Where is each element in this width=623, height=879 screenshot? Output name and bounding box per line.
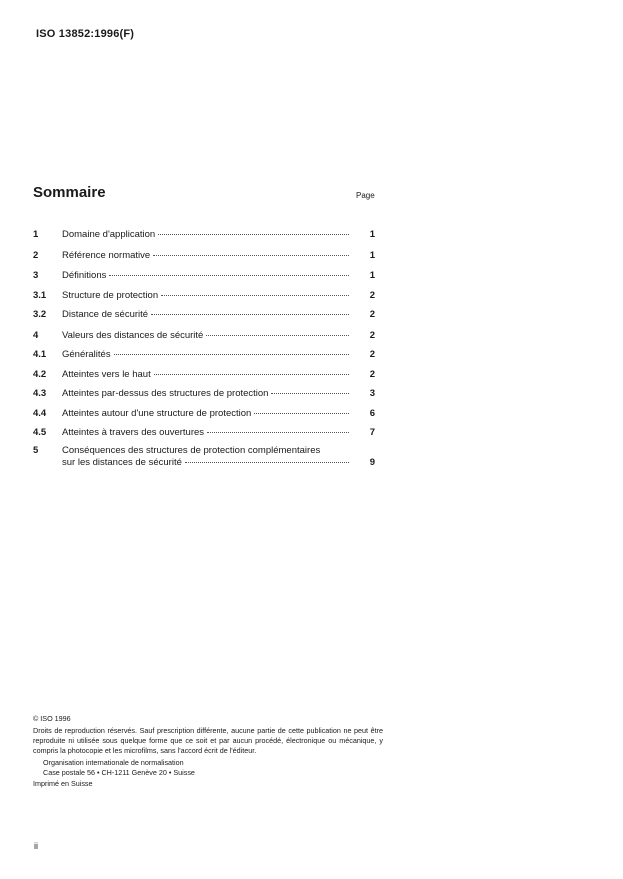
printed-in: Imprimé en Suisse (33, 779, 93, 788)
toc-entry-number: 3.1 (33, 289, 47, 301)
toc-entry-title: Atteintes autour d'une structure de protection (62, 407, 252, 419)
toc-entry-page: 1 (369, 229, 375, 240)
toc-entry-title-line (62, 229, 349, 240)
dot-leader (206, 334, 349, 336)
table-of-contents (33, 225, 383, 475)
organisation-address: Case postale 56 • CH-1211 Genève 20 • Suisse (43, 768, 195, 777)
toc-entry-title: Atteintes vers le haut (62, 368, 151, 380)
toc-entry-title-first-line: Conséquences des structures de protection complémentaires (62, 444, 321, 456)
toc-entry-title: Atteintes à travers des ouvertures (62, 427, 205, 438)
toc-entry-number: 4.2 (33, 368, 47, 380)
toc-entry-title: Généralités (62, 349, 111, 360)
toc-entry-title: Structure de protection (62, 289, 159, 301)
page-number: ii (34, 841, 38, 851)
toc-entry[interactable] (33, 404, 383, 424)
toc-entry-title: Référence normative (62, 249, 151, 261)
dot-leader (185, 461, 349, 463)
toc-entry[interactable] (33, 445, 383, 475)
dot-leader (161, 294, 349, 296)
toc-entry[interactable] (33, 423, 383, 443)
publisher-address (43, 758, 383, 778)
toc-entry-page: 2 (369, 289, 375, 301)
toc-page-column-label: Page (356, 191, 375, 200)
toc-entry-number: 4.3 (33, 388, 47, 399)
toc-entry[interactable] (33, 345, 383, 365)
toc-entry-number: 2 (33, 249, 39, 261)
dot-leader (207, 431, 349, 433)
toc-entry[interactable] (33, 286, 383, 306)
toc-entry-title: Domaine d'application (62, 229, 156, 240)
toc-entry-number: 4.1 (33, 349, 47, 360)
toc-entry-number: 4 (33, 329, 39, 341)
toc-entry-number: 1 (33, 229, 39, 240)
toc-entry-page: 1 (369, 249, 375, 261)
toc-entry-title: Valeurs des distances de sécurité (62, 329, 204, 341)
toc-entry-title-line (62, 369, 349, 380)
toc-entry-number: 3 (33, 270, 39, 281)
toc-entry-title: Atteintes par-dessus des structures de protection (62, 388, 269, 399)
toc-entry-page: 2 (369, 349, 375, 360)
copyright-line: © ISO 1996 (33, 714, 71, 723)
rights-statement: Droits de reproduction réservés. Sauf prescription différente, aucune partie de cette publication ne peut être reproduite ni utilisée sous quelque forme que ce soit et par aucun procédé, électronique ou mécanique, y compris la photocopie et les microfilms, sans l'accord écrit de l'éditeur. (33, 726, 383, 755)
dot-leader (254, 412, 349, 414)
toc-entry-title: Définitions (62, 270, 107, 281)
toc-entry-title-line (62, 349, 349, 360)
toc-entry-title-line (62, 309, 349, 320)
toc-entry-page: 2 (369, 368, 375, 380)
toc-entry[interactable] (33, 225, 383, 245)
toc-entry-number: 4.5 (33, 427, 47, 438)
dot-leader (109, 274, 349, 276)
toc-entry-number: 5 (33, 444, 39, 456)
document-id: ISO 13852:1996(F) (36, 28, 135, 40)
toc-entry-title-line (62, 330, 349, 341)
toc-entry-page: 7 (369, 427, 375, 438)
toc-entry-title-line (62, 290, 349, 301)
toc-entry-title: sur les distances de sécurité (62, 456, 182, 468)
dot-leader (114, 353, 349, 355)
toc-entry-title-line (62, 388, 349, 399)
copyright-notice (33, 714, 383, 789)
toc-entry-page: 2 (369, 329, 375, 341)
toc-entry-page: 3 (369, 388, 375, 399)
toc-entry-page: 6 (369, 407, 375, 419)
toc-entry-page: 9 (369, 456, 375, 468)
toc-entry[interactable] (33, 246, 383, 266)
toc-entry[interactable] (33, 384, 383, 404)
toc-entry-title-line (62, 250, 349, 261)
toc-entry-number: 4.4 (33, 407, 47, 419)
dot-leader (271, 392, 349, 394)
dot-leader (158, 233, 349, 235)
toc-title: Sommaire (33, 184, 106, 201)
toc-entry-page: 1 (369, 270, 375, 281)
toc-entry-title-line (62, 427, 349, 438)
toc-entry[interactable] (33, 266, 383, 286)
toc-entry[interactable] (33, 365, 383, 385)
toc-entry-number: 3.2 (33, 309, 47, 320)
toc-entry-title-line (62, 408, 349, 419)
toc-entry[interactable] (33, 305, 383, 325)
toc-entry-page: 2 (369, 309, 375, 320)
toc-entry[interactable] (33, 326, 383, 346)
dot-leader (153, 254, 349, 256)
toc-entry-title: Distance de sécurité (62, 309, 149, 320)
dot-leader (154, 373, 349, 375)
toc-entry-title-line (62, 457, 349, 468)
toc-entry-title-line (62, 270, 349, 281)
organisation-name: Organisation internationale de normalisation (43, 758, 184, 767)
dot-leader (151, 313, 349, 315)
